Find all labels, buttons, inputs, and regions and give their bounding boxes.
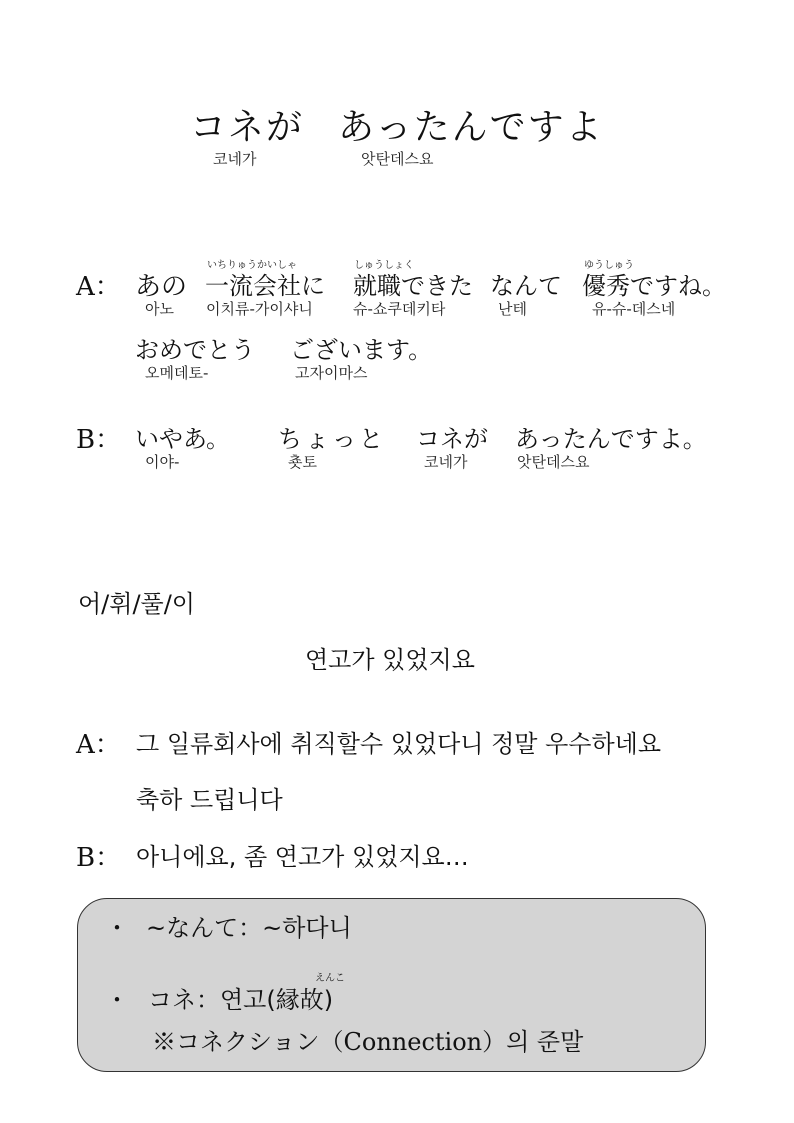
notes-item-connection: ※コネクション（Connection）의 준말: [152, 1028, 584, 1056]
reading-attan-desu-yo: 앗탄데스요: [517, 453, 590, 471]
phrase-yuushuu: 優秀ですね。: [582, 272, 726, 300]
reading-ano: 아노: [145, 300, 174, 318]
phrase-kone-ga: コネが: [416, 425, 488, 453]
vocab-heading: 어/휘/풀/이: [78, 590, 195, 618]
notes-item-kone-prefix: コネ：연고(: [148, 986, 276, 1014]
reading-shuushoku: 슈-쇼쿠데키타: [353, 300, 446, 318]
phrase-iyaa: いやあ。: [135, 425, 231, 453]
phrase-nante: なんて: [490, 272, 562, 300]
vocab-b-line1: 아니에요, 좀 연고가 있었지요…: [136, 843, 469, 871]
reading-ichiryuu-gaisha: 이치류-가이샤니: [206, 300, 313, 318]
notes-item-kone-kanji: 縁故: [275, 986, 324, 1014]
notes-item-nante: ~なんて：~하다니: [146, 914, 352, 942]
vocab-a-line2: 축하 드립니다: [136, 786, 283, 814]
speaker-b: B：: [76, 425, 122, 455]
reading-kone-ga: 코네가: [424, 453, 468, 471]
notes-bullet-1: ・: [105, 914, 129, 942]
ruby-shuushoku: しゅうしょく: [354, 260, 414, 271]
reading-iyaa: 이야-: [145, 453, 180, 471]
title-jp-2: あったんですよ: [338, 107, 604, 148]
vocab-speaker-a: A：: [76, 730, 121, 760]
reading-nante: 난테: [498, 300, 527, 318]
notes-item-kone: [148, 988, 333, 1012]
vocab-subtitle: 연고가 있었지요: [305, 646, 475, 674]
reading-gozaimasu: 고자이마스: [295, 364, 368, 382]
vocab-speaker-b: B：: [76, 843, 122, 873]
title-jp-1: コネが: [190, 107, 305, 148]
ruby-ichiryuu: いちりゅうかいしゃ: [207, 260, 297, 271]
speaker-a: A：: [76, 272, 121, 302]
phrase-ichiryuu-gaisha: 一流会社に: [205, 272, 325, 300]
phrase-chotto: ちょっと: [278, 425, 386, 453]
notes-bullet-2: ・: [105, 986, 129, 1014]
phrase-shuushoku: 就職できた: [353, 272, 473, 300]
title-kr-1: 코네가: [213, 150, 257, 168]
vocab-a-line1: 그 일류회사에 취직할수 있었다니 정말 우수하네요: [136, 730, 662, 758]
title-kr-2: 앗탄데스요: [361, 150, 434, 168]
reading-yuushuu: 유-슈-데스네: [592, 300, 676, 318]
phrase-attan-desu-yo: あったんですよ。: [515, 425, 707, 453]
phrase-gozaimasu: ございます。: [290, 336, 433, 364]
notes-ruby-enko: えんこ: [315, 973, 345, 984]
ruby-yuushuu: ゆうしゅう: [584, 260, 634, 271]
reading-chotto: 춋토: [288, 453, 317, 471]
notes-item-kone-suffix: ): [323, 986, 334, 1014]
phrase-omedetou: おめでとう: [135, 336, 255, 364]
reading-omedetou: 오메데토-: [145, 364, 209, 382]
phrase-ano: あの: [135, 272, 188, 302]
